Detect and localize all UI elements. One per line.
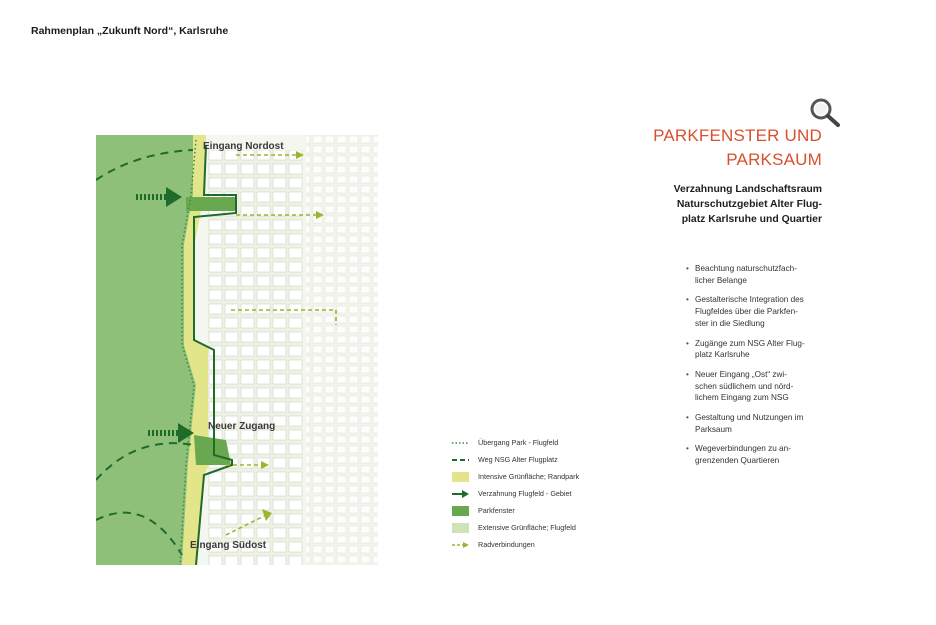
bullet-line: • Neuer Eingang „Ost“ zwi- (695, 369, 787, 379)
legend-item-weg-nsg (452, 451, 579, 468)
label-eingang-nordost: Eingang Nordost (203, 141, 284, 152)
light-green-fill-icon (452, 523, 469, 533)
legend-item-uebergang (452, 434, 579, 451)
bullet-line: grenzenden Quartieren (695, 456, 780, 466)
subtitle-line: Verzahnung Landschaftsraum (673, 184, 822, 195)
subtitle-line: platz Karlsruhe und Quartier (681, 214, 822, 225)
subtitle-line: Naturschutzgebiet Alter Flug- (676, 199, 822, 210)
bullet-line: lichem Eingang zum NSG (695, 393, 789, 403)
legend-label: Parkfenster (478, 506, 515, 515)
legend-item-parkfenster (452, 502, 579, 519)
bullet-line: schen südlichem und nörd- (695, 381, 794, 391)
list-item (686, 443, 836, 466)
dotted-line-icon (452, 438, 469, 448)
list-item (686, 338, 836, 361)
panel-title (653, 124, 822, 172)
bullet-line: • Beachtung naturschutzfach- (695, 264, 797, 273)
list-item (686, 412, 836, 435)
map-legend (452, 434, 579, 553)
bullet-line: • Gestaltung und Nutzungen im (695, 413, 804, 423)
dashed-arrow-icon (452, 540, 469, 550)
green-fill-icon (452, 506, 469, 516)
document-title: Rahmenplan „Zukunft Nord“, Karlsruhe (31, 25, 229, 37)
east-quarter-blocks (306, 135, 378, 565)
panel-title-line: PARKFENSTER UND (653, 126, 822, 145)
legend-item-rad (452, 536, 579, 553)
list-item (686, 263, 836, 286)
legend-item-extensive (452, 519, 579, 536)
bullet-line: platz Karlsruhe (695, 350, 750, 360)
bullet-line: • Gestalterische Integration des (695, 295, 804, 305)
legend-label: Intensive Grünfläche; Randpark (478, 472, 580, 481)
list-item (686, 369, 836, 404)
legend-label: Extensive Grünfläche; Flugfeld (478, 523, 576, 532)
yellow-fill-icon (452, 472, 469, 482)
legend-item-intensive (452, 468, 579, 485)
site-plan-map (96, 135, 378, 565)
bullet-line: • Wegeverbindungen zu an- (695, 444, 791, 454)
bullet-list (686, 263, 836, 475)
legend-label: Weg NSG Alter Flugplatz (478, 455, 558, 464)
label-eingang-suedost: Eingang Südost (190, 540, 267, 551)
bullet-line: Flugfeldes über die Parkfen- (695, 307, 798, 317)
panel-subtitle (582, 182, 822, 227)
bullet-line: licher Belange (695, 275, 747, 285)
arrow-icon (452, 489, 469, 499)
parkfenster-north (186, 197, 236, 211)
panel-title-line: PARKSAUM (726, 150, 822, 169)
quarter-blocks (208, 150, 303, 565)
bullet-line: Parksaum (695, 424, 732, 434)
bullet-line: • Zugänge zum NSG Alter Flug- (695, 338, 805, 348)
legend-label: Radverbindungen (478, 540, 535, 549)
list-item (686, 294, 836, 329)
label-neuer-zugang: Neuer Zugang (208, 421, 276, 432)
legend-label: Verzahnung Flugfeld - Gebiet (478, 489, 572, 498)
legend-item-verzahnung (452, 485, 579, 502)
site-plan-svg (96, 135, 378, 565)
bullet-line: ster in die Siedlung (695, 318, 765, 328)
legend-label: Übergang Park - Flugfeld (478, 438, 559, 447)
dashed-line-icon (452, 455, 469, 465)
